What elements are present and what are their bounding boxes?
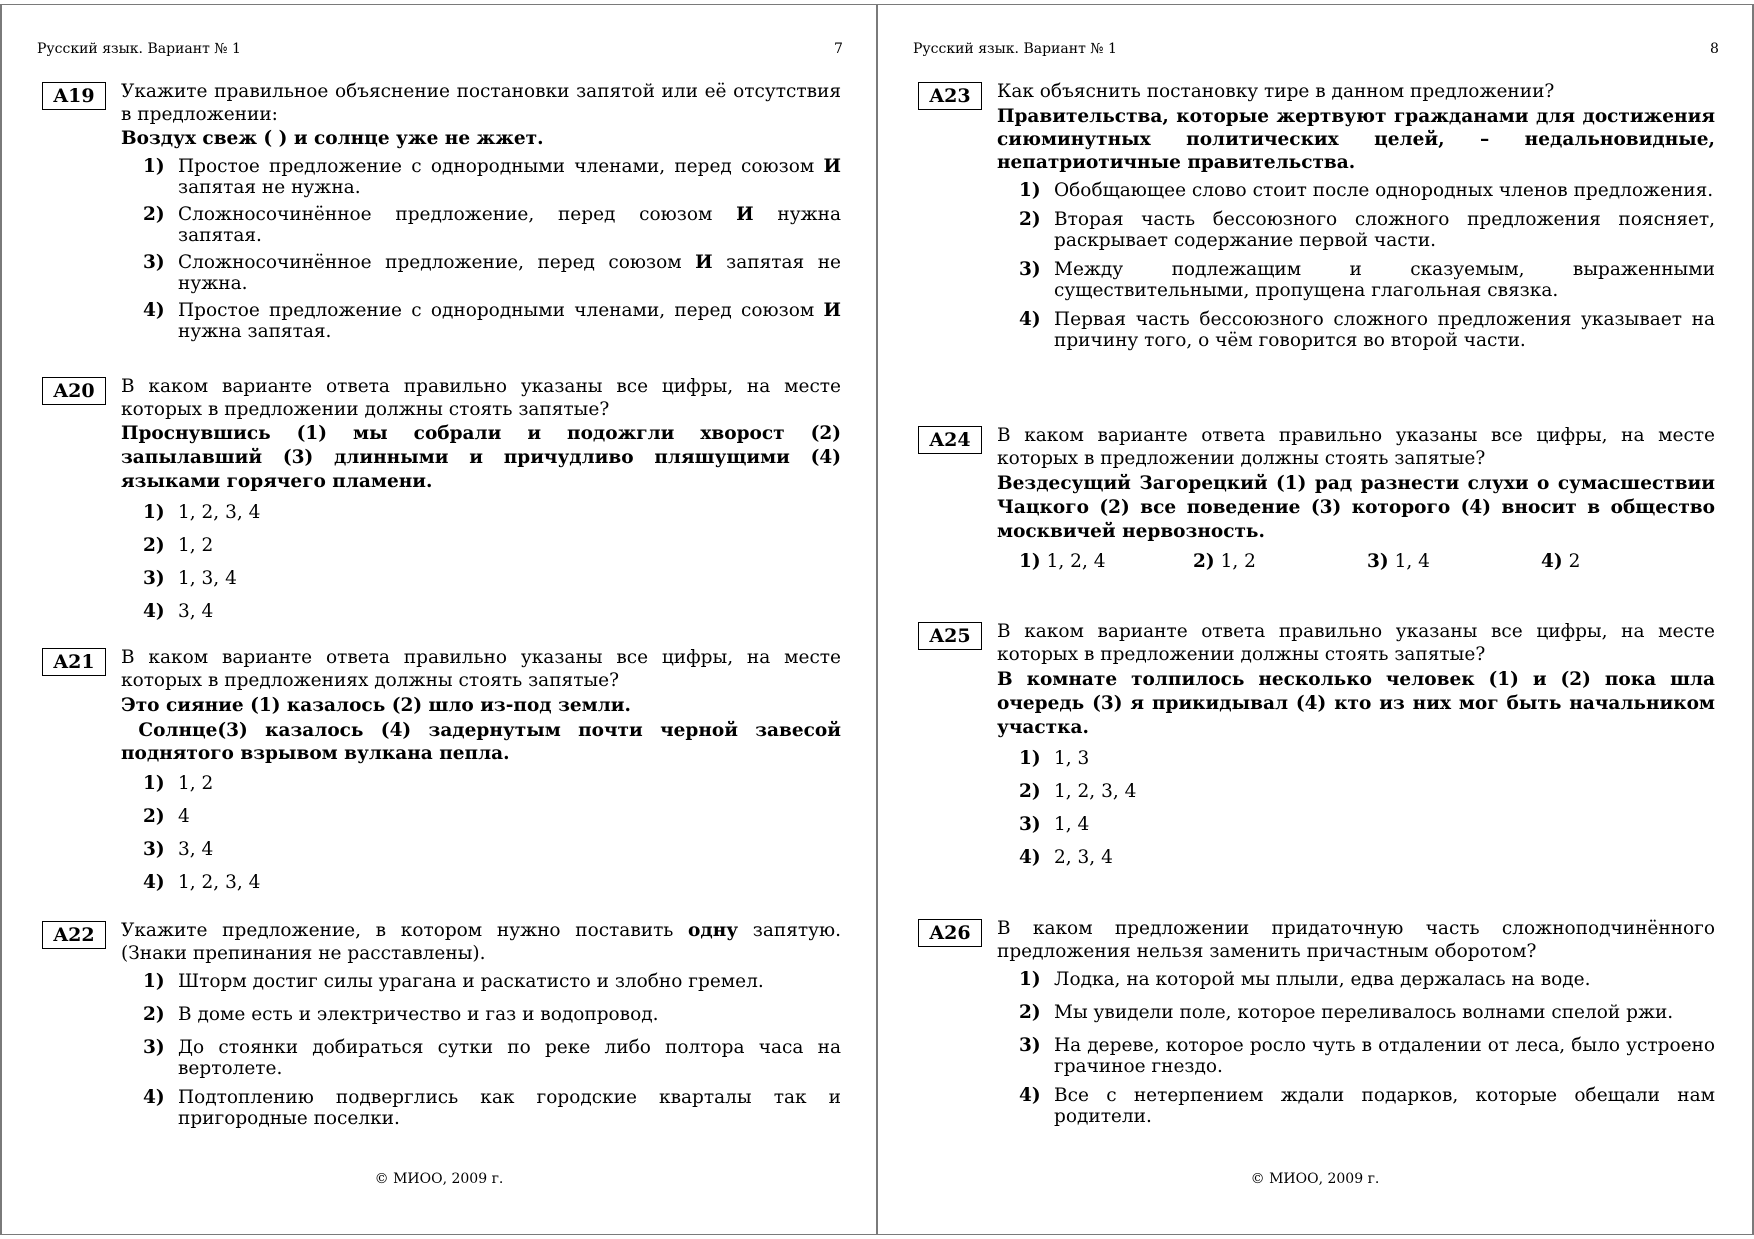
question-label: A24 [918,426,982,454]
answer-option: 4) Простое предложение с однородными членами, перед союзом И нужна запятая. [143,300,841,342]
answer-option: 3) Между подлежащим и сказуемым, выраженными существительными, пропущена глагольная связка. [1019,259,1715,301]
answer-option: 4) 2, 3, 4 [1019,847,1113,868]
answer-option: 1) 1, 3 [1019,748,1090,769]
answer-option: 1) Лодка, на которой мы плыли, едва держалась на воде. [1019,969,1591,990]
page-header: Русский язык. Вариант № 1 [37,41,241,57]
question-label: A26 [918,919,982,947]
question-label: A22 [42,921,106,949]
question-text: В каком варианте ответа правильно указаны все цифры, на месте которых в предложении должны стоять запятые? [997,621,1715,665]
answer-option: 2) 1, 2 [1193,551,1256,572]
answer-option: 3) 3, 4 [143,839,214,860]
page-footer: © МИОО, 2009 г. [374,1171,504,1187]
question-text: В каком варианте ответа правильно указаны все цифры, на месте которых в предложении должны стоять запятые? [997,425,1715,469]
page-left [0,4,877,1235]
answer-option: 3) 1, 4 [1019,814,1090,835]
question-sentence: Правительства, которые жертвуют гражданами для достижения сиюминутных политических целей, – недальновидные, непатриотичные правительства. [997,106,1715,173]
answer-option: 2) 1, 2 [143,535,214,556]
answer-option: 2) 1, 2, 3, 4 [1019,781,1137,802]
question-text: Как объяснить постановку тире в данном предложении? [997,81,1555,102]
question-sentence: Воздух свеж ( ) и солнце уже не жжет. [121,128,544,149]
question-text: В каком предложении придаточную часть сложноподчинённого предложения нельзя заменить причастным оборотом? [997,918,1715,962]
question-sentence: Это сияние (1) казалось (2) шло из-под земли. [121,695,631,716]
answer-option: 2) 4 [143,806,190,827]
answer-option: 3) На дереве, которое росло чуть в отдалении от леса, было устроено грачиное гнездо. [1019,1035,1715,1077]
question-label: A25 [918,622,982,650]
answer-option: 3) До стоянки добираться сутки по реке либо полтора часа на вертолете. [143,1037,841,1079]
answer-option: 4) Все с нетерпением ждали подарков, которые обещали нам родители. [1019,1085,1715,1127]
question-text: Укажите предложение, в котором нужно поставить одну запятую. (Знаки препинания не расставлены). [121,920,842,964]
question-sentence: В комнате толпилось несколько человек (1) и (2) пока шла очередь (3) я прикидывал (4) кто из них мог быть начальником участка. [997,669,1715,738]
page-number: 8 [1710,41,1719,57]
question-label: A23 [918,82,982,110]
question-label: A20 [42,377,106,405]
answer-option: 2) Мы увидели поле, которое переливалось волнами спелой ржи. [1019,1002,1674,1023]
answer-option: 4) Подтоплению подверглись как городские кварталы так и пригородные поселки. [143,1087,841,1129]
question-sentence: Проснувшись (1) мы собрали и подожгли хворост (2) запылавший (3) длинными и причудливо пляшущими (4) языками горячего пламени. [121,423,841,492]
question-text: В каком варианте ответа правильно указаны все цифры, на месте которых в предложениях должны стоять запятые? [121,647,841,691]
answer-option: 1) Обобщающее слово стоит после однородных членов предложения. [1019,180,1714,201]
answer-option: 4) 1, 2, 3, 4 [143,872,261,893]
answer-option: 4) 3, 4 [143,601,214,622]
answer-option: 1) 1, 2 [143,773,214,794]
answer-option: 2) В доме есть и электричество и газ и водопровод. [143,1004,659,1025]
question-label: A19 [42,82,106,110]
question-sentence: Солнце(3) казалось (4) задернутым почти черной завесой поднятого взрывом вулкана пепла. [121,720,848,764]
answer-option: 1) 1, 2, 4 [1019,551,1106,572]
answer-option: 4) Первая часть бессоюзного сложного предложения указывает на причину того, о чём говорится во второй части. [1019,309,1715,351]
question-label: A21 [42,648,106,676]
answer-options-row [997,550,1715,573]
question-text: В каком варианте ответа правильно указаны все цифры, на месте которых в предложении должны стоять запятые? [121,376,841,420]
answer-option: 1) 1, 2, 3, 4 [143,502,261,523]
answer-option: 1) Простое предложение с однородными членами, перед союзом И запятая не нужна. [143,156,841,198]
question-text: Укажите правильное объяснение постановки запятой или её отсутствия в предложении: [121,81,841,125]
answer-option: 3) 1, 4 [1367,551,1430,572]
answer-option: 2) Вторая часть бессоюзного сложного предложения поясняет, раскрывает содержание первой части. [1019,209,1715,251]
answer-option: 3) Сложносочинённое предложение, перед союзом И запятая не нужна. [143,252,841,294]
question-sentence: Вездесущий Загорецкий (1) рад разнести слухи о сумасшествии Чацкого (2) все поведение (3) которого (4) вносит в общество москвичей нервозность. [997,473,1715,542]
answer-option: 3) 1, 3, 4 [143,568,237,589]
page-header: Русский язык. Вариант № 1 [913,41,1117,57]
answer-option: 2) Сложносочинённое предложение, перед союзом И нужна запятая. [143,204,841,246]
answer-option: 4) 2 [1541,551,1581,572]
answer-option: 1) Шторм достиг силы урагана и раскатисто и злобно гремел. [143,971,764,992]
page-number: 7 [834,41,843,57]
page-right [877,4,1754,1235]
page-footer: © МИОО, 2009 г. [1250,1171,1380,1187]
